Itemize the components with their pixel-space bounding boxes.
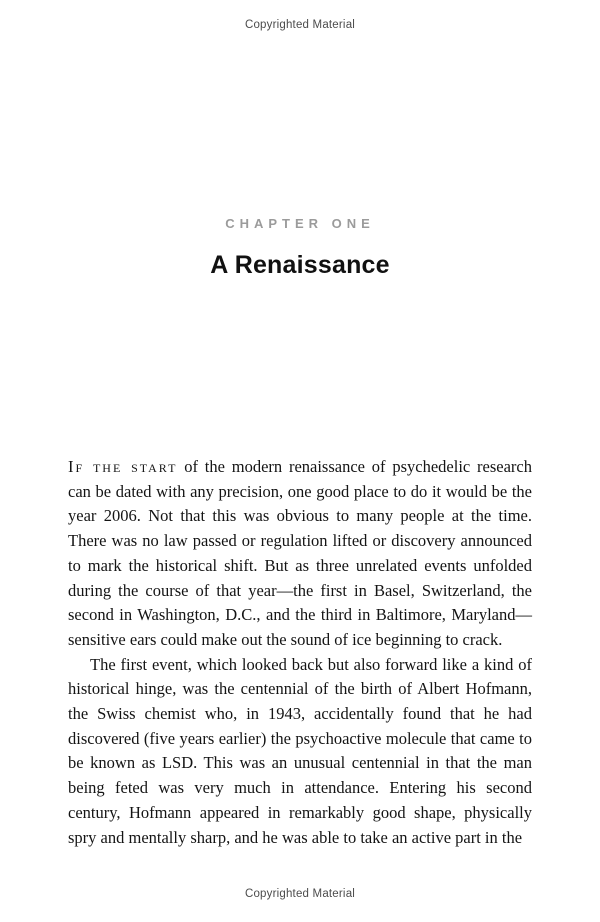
copyright-watermark-bottom: Copyrighted Material (244, 888, 356, 900)
copyright-watermark-top: Copyrighted Material (244, 19, 356, 31)
body-paragraph-2: The first event, which looked back but also forward like a kind of historical hinge, was the centennial of the birth of Albert Hofmann, the Swiss chemist who, in 1943, accidentally found that he had discovered (five years earlier) the psychoactive molecule that came to be known as LSD. This was an unusual centennial in that the man being feted was very much in attendance. Entering his second century, Hofmann appeared in remarkably good shape, physically spry and mentally sharp, and he was able to take an active part in the (68, 654, 532, 847)
body-paragraph-1 (68, 455, 532, 653)
chapter-label: CHAPTER ONE (225, 216, 375, 231)
smallcaps-lead: If the start (68, 457, 178, 476)
body-text (68, 455, 532, 850)
chapter-title: A Renaissance (210, 251, 390, 279)
body-paragraph-1-text: of the modern renaissance of psychedelic research can be dated with any precision, one good place to do it would be the year 2006. Not that this was obvious to many people at the time. There was no law passed or regulation lifted or discovery announced to mark the historical shift. But as three unrelated events unfolded during the course of that year—the first in Basel, Switzerland, the second in Washington, D.C., and the third in Baltimore, Maryland—sensitive ears could make out the sound of ice beginning to crack. (68, 457, 532, 649)
